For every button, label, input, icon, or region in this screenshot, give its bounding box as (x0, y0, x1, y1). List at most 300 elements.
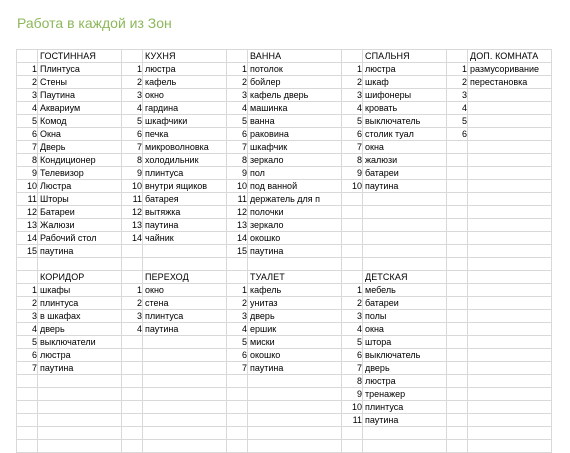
blank-cell[interactable] (342, 206, 363, 219)
blank-cell[interactable] (468, 375, 552, 388)
item-number[interactable]: 6 (447, 128, 468, 141)
item-task[interactable]: шифонеры (363, 89, 447, 102)
blank-cell[interactable] (363, 193, 447, 206)
item-number[interactable]: 8 (122, 154, 143, 167)
item-number[interactable]: 13 (17, 219, 38, 232)
item-number[interactable]: 6 (227, 349, 248, 362)
zone-header[interactable]: КУХНЯ (143, 50, 227, 63)
blank-cell[interactable] (468, 141, 552, 154)
item-number[interactable]: 3 (122, 310, 143, 323)
blank-cell[interactable] (227, 401, 248, 414)
blank-cell[interactable] (447, 427, 468, 440)
item-task[interactable]: шкафы (38, 284, 122, 297)
item-task[interactable]: зеркало (248, 219, 342, 232)
item-number[interactable]: 9 (342, 167, 363, 180)
item-number[interactable]: 4 (342, 102, 363, 115)
zone-header[interactable]: СПАЛЬНЯ (363, 50, 447, 63)
item-task[interactable]: окна (363, 141, 447, 154)
blank-cell[interactable] (363, 232, 447, 245)
blank-cell[interactable] (342, 245, 363, 258)
item-task[interactable]: мебель (363, 284, 447, 297)
item-number[interactable]: 3 (342, 310, 363, 323)
blank-cell[interactable] (227, 440, 248, 453)
item-task[interactable]: выключатель (363, 349, 447, 362)
item-task[interactable]: Жалюзи (38, 219, 122, 232)
item-number[interactable]: 12 (227, 206, 248, 219)
item-number[interactable]: 6 (342, 128, 363, 141)
item-number[interactable]: 4 (342, 323, 363, 336)
blank-cell[interactable] (17, 258, 38, 271)
blank-cell[interactable] (38, 401, 122, 414)
item-number[interactable]: 2 (342, 297, 363, 310)
item-number[interactable]: 10 (122, 180, 143, 193)
item-task[interactable]: машинка (248, 102, 342, 115)
item-number[interactable]: 2 (122, 297, 143, 310)
item-task[interactable]: батареи (363, 167, 447, 180)
blank-cell[interactable] (342, 50, 363, 63)
blank-cell[interactable] (227, 258, 248, 271)
item-task[interactable] (468, 128, 552, 141)
item-task[interactable]: полочки (248, 206, 342, 219)
zone-header[interactable]: ГОСТИННАЯ (38, 50, 122, 63)
blank-cell[interactable] (447, 362, 468, 375)
blank-cell[interactable] (38, 440, 122, 453)
item-number[interactable]: 6 (17, 128, 38, 141)
zone-header[interactable]: ДОП. КОМНАТА (468, 50, 552, 63)
blank-cell[interactable] (468, 206, 552, 219)
blank-cell[interactable] (122, 375, 143, 388)
item-task[interactable]: паутина (38, 362, 122, 375)
item-task[interactable]: батарея (143, 193, 227, 206)
item-number[interactable]: 13 (227, 219, 248, 232)
item-task[interactable]: плинтуса (363, 401, 447, 414)
item-number[interactable]: 4 (122, 323, 143, 336)
item-task[interactable]: люстра (143, 63, 227, 76)
item-task[interactable]: паутина (363, 180, 447, 193)
item-number[interactable]: 8 (227, 154, 248, 167)
item-number[interactable]: 5 (342, 115, 363, 128)
blank-cell[interactable] (363, 219, 447, 232)
item-task[interactable]: миски (248, 336, 342, 349)
item-number[interactable]: 11 (17, 193, 38, 206)
item-number[interactable]: 1 (342, 63, 363, 76)
item-number[interactable]: 5 (122, 115, 143, 128)
item-task[interactable]: плинтуса (143, 310, 227, 323)
blank-cell[interactable] (17, 427, 38, 440)
blank-cell[interactable] (447, 154, 468, 167)
item-number[interactable]: 12 (122, 206, 143, 219)
blank-cell[interactable] (468, 401, 552, 414)
blank-cell[interactable] (447, 141, 468, 154)
item-task[interactable]: внутри ящиков (143, 180, 227, 193)
blank-cell[interactable] (447, 440, 468, 453)
item-task[interactable]: кафель (248, 284, 342, 297)
blank-cell[interactable] (447, 349, 468, 362)
blank-cell[interactable] (342, 427, 363, 440)
blank-cell[interactable] (248, 258, 342, 271)
blank-cell[interactable] (363, 245, 447, 258)
blank-cell[interactable] (38, 388, 122, 401)
item-number[interactable]: 5 (342, 336, 363, 349)
blank-cell[interactable] (122, 362, 143, 375)
item-task[interactable]: Окна (38, 128, 122, 141)
item-task[interactable]: плинтуса (143, 167, 227, 180)
item-number[interactable]: 8 (17, 154, 38, 167)
item-number[interactable]: 2 (227, 76, 248, 89)
item-number[interactable]: 2 (227, 297, 248, 310)
item-task[interactable]: потолок (248, 63, 342, 76)
item-number[interactable]: 10 (17, 180, 38, 193)
item-task[interactable]: столик туал (363, 128, 447, 141)
item-number[interactable]: 6 (122, 128, 143, 141)
blank-cell[interactable] (17, 375, 38, 388)
item-task[interactable]: под ванной (248, 180, 342, 193)
blank-cell[interactable] (342, 440, 363, 453)
blank-cell[interactable] (17, 440, 38, 453)
item-number[interactable]: 10 (227, 180, 248, 193)
blank-cell[interactable] (122, 401, 143, 414)
item-task[interactable]: Стены (38, 76, 122, 89)
item-number[interactable]: 4 (122, 102, 143, 115)
blank-cell[interactable] (468, 362, 552, 375)
item-number[interactable]: 5 (17, 115, 38, 128)
item-number[interactable]: 13 (122, 219, 143, 232)
blank-cell[interactable] (468, 388, 552, 401)
item-task[interactable]: Телевизор (38, 167, 122, 180)
blank-cell[interactable] (468, 297, 552, 310)
blank-cell[interactable] (447, 388, 468, 401)
blank-cell[interactable] (227, 414, 248, 427)
blank-cell[interactable] (468, 310, 552, 323)
item-task[interactable]: выключатели (38, 336, 122, 349)
blank-cell[interactable] (447, 167, 468, 180)
blank-cell[interactable] (447, 310, 468, 323)
item-number[interactable]: 1 (17, 63, 38, 76)
item-number[interactable]: 7 (17, 141, 38, 154)
item-task[interactable]: люстра (363, 63, 447, 76)
item-task[interactable]: вытяжка (143, 206, 227, 219)
zone-header[interactable]: ВАННА (248, 50, 342, 63)
item-task[interactable]: окно (143, 284, 227, 297)
item-task[interactable]: стена (143, 297, 227, 310)
blank-cell[interactable] (468, 167, 552, 180)
item-number[interactable]: 3 (342, 89, 363, 102)
item-task[interactable]: люстра (38, 349, 122, 362)
item-task[interactable]: окна (363, 323, 447, 336)
blank-cell[interactable] (248, 401, 342, 414)
blank-cell[interactable] (122, 336, 143, 349)
item-task[interactable]: кафель дверь (248, 89, 342, 102)
blank-cell[interactable] (248, 414, 342, 427)
item-task[interactable]: раковина (248, 128, 342, 141)
item-task[interactable]: ершик (248, 323, 342, 336)
blank-cell[interactable] (227, 388, 248, 401)
blank-cell[interactable] (447, 323, 468, 336)
zone-header[interactable]: ПЕРЕХОД (143, 271, 227, 284)
blank-cell[interactable] (447, 375, 468, 388)
blank-cell[interactable] (17, 414, 38, 427)
item-task[interactable]: паутина (143, 323, 227, 336)
blank-cell[interactable] (143, 388, 227, 401)
item-task[interactable]: держатель для п (248, 193, 342, 206)
item-number[interactable]: 1 (122, 63, 143, 76)
item-number[interactable]: 11 (227, 193, 248, 206)
item-task[interactable]: гардина (143, 102, 227, 115)
item-number[interactable]: 10 (342, 180, 363, 193)
item-number[interactable]: 2 (447, 76, 468, 89)
blank-cell[interactable] (122, 258, 143, 271)
item-task[interactable]: шкаф (363, 76, 447, 89)
blank-cell[interactable] (468, 427, 552, 440)
item-number[interactable]: 12 (17, 206, 38, 219)
zone-header[interactable]: ТУАЛЕТ (248, 271, 342, 284)
item-number[interactable]: 3 (447, 89, 468, 102)
item-number[interactable]: 3 (122, 89, 143, 102)
item-task[interactable]: дверь (363, 362, 447, 375)
blank-cell[interactable] (447, 336, 468, 349)
blank-cell[interactable] (363, 206, 447, 219)
item-task[interactable]: жалюзи (363, 154, 447, 167)
item-task[interactable] (468, 89, 552, 102)
blank-cell[interactable] (468, 414, 552, 427)
item-task[interactable]: шкафчики (143, 115, 227, 128)
blank-cell[interactable] (468, 323, 552, 336)
item-number[interactable]: 7 (342, 141, 363, 154)
blank-cell[interactable] (468, 258, 552, 271)
item-task[interactable]: штора (363, 336, 447, 349)
blank-cell[interactable] (122, 440, 143, 453)
item-number[interactable]: 7 (227, 362, 248, 375)
blank-cell[interactable] (122, 245, 143, 258)
blank-cell[interactable] (122, 349, 143, 362)
item-number[interactable]: 1 (17, 284, 38, 297)
blank-cell[interactable] (468, 232, 552, 245)
item-number[interactable]: 8 (342, 154, 363, 167)
item-task[interactable]: Шторы (38, 193, 122, 206)
item-number[interactable]: 4 (227, 323, 248, 336)
item-number[interactable]: 3 (227, 89, 248, 102)
zone-header[interactable]: ДЕТСКАЯ (363, 271, 447, 284)
item-task[interactable]: окно (143, 89, 227, 102)
blank-cell[interactable] (122, 388, 143, 401)
item-task[interactable]: холодильник (143, 154, 227, 167)
blank-cell[interactable] (227, 50, 248, 63)
item-task[interactable]: паутина (143, 219, 227, 232)
item-task[interactable]: паутина (363, 414, 447, 427)
blank-cell[interactable] (248, 440, 342, 453)
item-number[interactable]: 15 (17, 245, 38, 258)
item-number[interactable]: 6 (227, 128, 248, 141)
item-task[interactable]: Аквариум (38, 102, 122, 115)
blank-cell[interactable] (38, 414, 122, 427)
blank-cell[interactable] (227, 375, 248, 388)
item-task[interactable] (468, 102, 552, 115)
item-number[interactable]: 4 (17, 323, 38, 336)
blank-cell[interactable] (143, 440, 227, 453)
item-number[interactable]: 3 (227, 310, 248, 323)
blank-cell[interactable] (38, 375, 122, 388)
blank-cell[interactable] (38, 258, 122, 271)
item-number[interactable]: 9 (342, 388, 363, 401)
blank-cell[interactable] (468, 219, 552, 232)
blank-cell[interactable] (143, 245, 227, 258)
item-task[interactable]: Комод (38, 115, 122, 128)
blank-cell[interactable] (143, 362, 227, 375)
blank-cell[interactable] (468, 284, 552, 297)
item-number[interactable]: 4 (227, 102, 248, 115)
blank-cell[interactable] (447, 180, 468, 193)
blank-cell[interactable] (447, 206, 468, 219)
blank-cell[interactable] (122, 414, 143, 427)
item-task[interactable] (468, 115, 552, 128)
item-number[interactable]: 1 (342, 284, 363, 297)
blank-cell[interactable] (143, 401, 227, 414)
item-task[interactable]: шкафчик (248, 141, 342, 154)
item-number[interactable]: 9 (17, 167, 38, 180)
item-task[interactable]: Батареи (38, 206, 122, 219)
item-task[interactable]: Люстра (38, 180, 122, 193)
item-task[interactable]: окошко (248, 232, 342, 245)
item-task[interactable]: Паутина (38, 89, 122, 102)
item-task[interactable]: Кондиционер (38, 154, 122, 167)
item-task[interactable]: перестановка (468, 76, 552, 89)
blank-cell[interactable] (17, 401, 38, 414)
blank-cell[interactable] (468, 349, 552, 362)
item-task[interactable]: окошко (248, 349, 342, 362)
item-number[interactable]: 5 (227, 336, 248, 349)
blank-cell[interactable] (248, 375, 342, 388)
blank-cell[interactable] (363, 258, 447, 271)
item-task[interactable]: размусоривание (468, 63, 552, 76)
item-number[interactable]: 15 (227, 245, 248, 258)
blank-cell[interactable] (468, 193, 552, 206)
item-number[interactable]: 7 (342, 362, 363, 375)
blank-cell[interactable] (143, 336, 227, 349)
blank-cell[interactable] (468, 336, 552, 349)
item-number[interactable]: 14 (17, 232, 38, 245)
item-task[interactable]: ванна (248, 115, 342, 128)
blank-cell[interactable] (468, 180, 552, 193)
blank-cell[interactable] (143, 427, 227, 440)
blank-cell[interactable] (122, 271, 143, 284)
blank-cell[interactable] (143, 349, 227, 362)
item-number[interactable]: 5 (17, 336, 38, 349)
item-task[interactable]: дверь (38, 323, 122, 336)
blank-cell[interactable] (447, 219, 468, 232)
blank-cell[interactable] (447, 401, 468, 414)
item-task[interactable]: кровать (363, 102, 447, 115)
blank-cell[interactable] (122, 50, 143, 63)
item-number[interactable]: 11 (342, 414, 363, 427)
blank-cell[interactable] (143, 414, 227, 427)
item-number[interactable]: 6 (342, 349, 363, 362)
item-number[interactable]: 1 (447, 63, 468, 76)
blank-cell[interactable] (447, 284, 468, 297)
blank-cell[interactable] (17, 388, 38, 401)
blank-cell[interactable] (38, 427, 122, 440)
blank-cell[interactable] (248, 388, 342, 401)
item-task[interactable]: Дверь (38, 141, 122, 154)
item-number[interactable]: 4 (447, 102, 468, 115)
item-number[interactable]: 11 (122, 193, 143, 206)
item-task[interactable]: печка (143, 128, 227, 141)
item-number[interactable]: 1 (122, 284, 143, 297)
blank-cell[interactable] (227, 427, 248, 440)
blank-cell[interactable] (143, 258, 227, 271)
blank-cell[interactable] (248, 427, 342, 440)
blank-cell[interactable] (447, 232, 468, 245)
blank-cell[interactable] (342, 271, 363, 284)
item-number[interactable]: 1 (227, 284, 248, 297)
item-number[interactable]: 2 (17, 297, 38, 310)
item-number[interactable]: 2 (122, 76, 143, 89)
blank-cell[interactable] (447, 50, 468, 63)
item-number[interactable]: 4 (17, 102, 38, 115)
item-task[interactable]: Рабочий стол (38, 232, 122, 245)
blank-cell[interactable] (122, 427, 143, 440)
item-task[interactable]: паутина (38, 245, 122, 258)
item-number[interactable]: 7 (17, 362, 38, 375)
blank-cell[interactable] (227, 271, 248, 284)
item-number[interactable]: 8 (342, 375, 363, 388)
item-task[interactable]: батареи (363, 297, 447, 310)
blank-cell[interactable] (468, 154, 552, 167)
blank-cell[interactable] (342, 193, 363, 206)
item-task[interactable]: дверь (248, 310, 342, 323)
item-number[interactable]: 14 (122, 232, 143, 245)
item-number[interactable]: 5 (447, 115, 468, 128)
item-task[interactable]: в шкафах (38, 310, 122, 323)
item-task[interactable]: полы (363, 310, 447, 323)
item-task[interactable]: Плинтуса (38, 63, 122, 76)
blank-cell[interactable] (342, 232, 363, 245)
item-number[interactable]: 1 (227, 63, 248, 76)
item-task[interactable]: пол (248, 167, 342, 180)
item-number[interactable]: 9 (122, 167, 143, 180)
item-task[interactable]: бойлер (248, 76, 342, 89)
blank-cell[interactable] (342, 258, 363, 271)
item-task[interactable]: кафель (143, 76, 227, 89)
blank-cell[interactable] (447, 297, 468, 310)
blank-cell[interactable] (468, 271, 552, 284)
blank-cell[interactable] (447, 258, 468, 271)
item-number[interactable]: 2 (342, 76, 363, 89)
blank-cell[interactable] (468, 440, 552, 453)
item-task[interactable]: чайник (143, 232, 227, 245)
blank-cell[interactable] (363, 427, 447, 440)
blank-cell[interactable] (17, 50, 38, 63)
blank-cell[interactable] (447, 271, 468, 284)
blank-cell[interactable] (363, 440, 447, 453)
item-task[interactable]: выключатель (363, 115, 447, 128)
item-task[interactable]: люстра (363, 375, 447, 388)
item-number[interactable]: 5 (227, 115, 248, 128)
item-task[interactable]: микроволновка (143, 141, 227, 154)
item-number[interactable]: 7 (227, 141, 248, 154)
item-number[interactable]: 6 (17, 349, 38, 362)
blank-cell[interactable] (447, 193, 468, 206)
blank-cell[interactable] (447, 414, 468, 427)
item-number[interactable]: 3 (17, 89, 38, 102)
item-number[interactable]: 3 (17, 310, 38, 323)
zone-header[interactable]: КОРИДОР (38, 271, 122, 284)
item-number[interactable]: 7 (122, 141, 143, 154)
item-number[interactable]: 9 (227, 167, 248, 180)
item-number[interactable]: 14 (227, 232, 248, 245)
item-number[interactable]: 10 (342, 401, 363, 414)
item-task[interactable]: зеркало (248, 154, 342, 167)
blank-cell[interactable] (468, 245, 552, 258)
